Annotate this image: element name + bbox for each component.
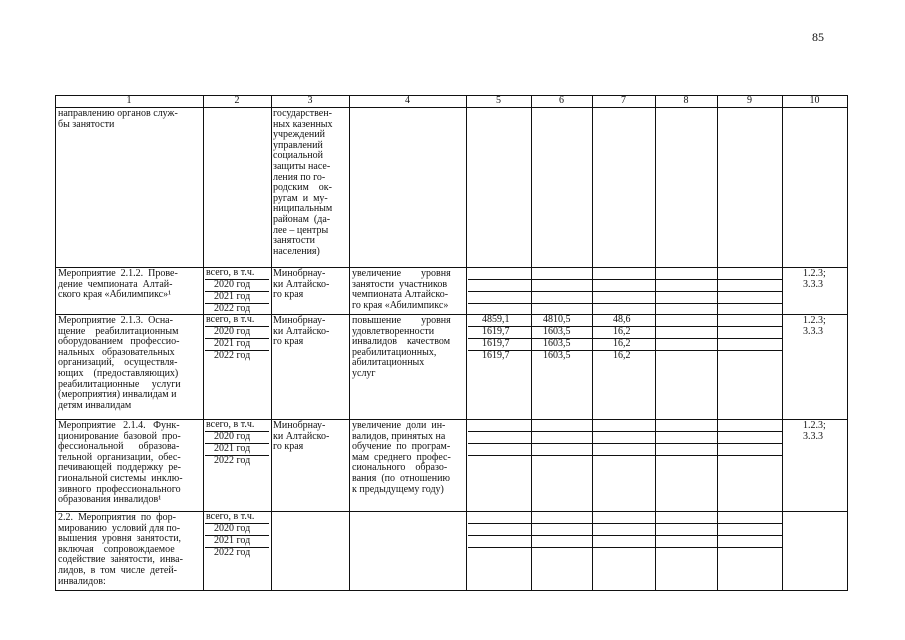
header-col-4: 4	[405, 95, 410, 106]
row1-executor: Минобрнау- ки Алтайско- го края	[273, 268, 330, 301]
row1-year-2022: 2022 год	[214, 303, 251, 314]
row2-c7-2022: 16,2	[613, 350, 631, 361]
row2-c6-2021: 1603,5	[543, 338, 571, 349]
row3-year-2022: 2022 год	[214, 455, 251, 466]
row2-c6-total: 4810,5	[543, 314, 571, 325]
header-col-8: 8	[683, 95, 689, 106]
row1-year-2020: 2020 год	[214, 279, 251, 290]
row2-executor: Минобрнау- ки Алтайско- го края	[273, 315, 330, 348]
row2-c5-2020: 1619,7	[482, 326, 510, 337]
row0-measure: направлению органов служ- бы занятости	[58, 108, 178, 130]
row2-year-2021: 2021 год	[214, 338, 251, 349]
measures-table	[55, 95, 848, 591]
row1-result: увеличение уровня занятости участников чемпионата Алтайско- го края «Абилимпикс»	[352, 268, 451, 311]
header-col-5: 5	[496, 95, 501, 106]
row2-year-2020: 2020 год	[214, 326, 251, 337]
row4-measure: 2.2. Мероприятия по фор- мированию условий для по- вышения уровня занятости, включая сопровождаемое содействие занятости, инва- лидов, в том числе детей- инвалидов:	[58, 512, 183, 587]
row2-c5-2022: 1619,7	[482, 350, 510, 361]
row2-c6-2020: 1603,5	[543, 326, 571, 337]
row2-c7-total: 48,6	[613, 314, 631, 325]
row3-measure: Мероприятие 2.1.4. Функ- ционирование базовой про- фессиональной образова- тельной организации, обес- печивающей поддержку ре- гиональной системы инклю- зивного профессионального образования инвалидов¹	[58, 420, 183, 506]
row3-indicators: 1.2.3; 3.3.3	[803, 420, 826, 442]
row3-year-total: всего, в т.ч.	[206, 419, 255, 430]
row4-year-total: всего, в т.ч.	[206, 511, 255, 522]
row2-c7-2020: 16,2	[613, 326, 631, 337]
row1-indicators: 1.2.3; 3.3.3	[803, 268, 826, 290]
header-col-9: 9	[747, 95, 752, 106]
row1-measure: Мероприятие 2.1.2. Прове- дение чемпионата Алтай- ского края «Абилимпикс»¹	[58, 268, 178, 301]
row2-year-total: всего, в т.ч.	[206, 314, 255, 325]
row3-year-2021: 2021 год	[214, 443, 251, 454]
row2-c7-2021: 16,2	[613, 338, 631, 349]
row4-year-2022: 2022 год	[214, 547, 251, 558]
row2-c5-total: 4859,1	[482, 314, 510, 325]
row2-result: повышение уровня удовлетворенности инвалидов качеством реабилитационных, абилитационных услуг	[352, 315, 451, 379]
row2-c6-2022: 1603,5	[543, 350, 571, 361]
header-col-3: 3	[307, 95, 313, 106]
header-col-7: 7	[621, 95, 626, 106]
header-col-1: 1	[126, 95, 132, 106]
row2-indicators: 1.2.3; 3.3.3	[803, 315, 826, 337]
row3-result: увеличение доли ин- валидов, принятых на обучение по програм- мам среднего профес- сионального образо- вания (по отношению к предыдущему году)	[352, 420, 451, 495]
row4-year-2021: 2021 год	[214, 535, 251, 546]
row4-year-2020: 2020 год	[214, 523, 251, 534]
row1-year-total: всего, в т.ч.	[206, 267, 255, 278]
row2-measure: Мероприятие 2.1.3. Осна- щение реабилитационным оборудованием профессио- нальных образовательных организаций, осуществля- ющих (предоставляющих) реабилитационные услуги (мероприятия) инвалидам и детям инвалидам	[58, 315, 181, 411]
row2-year-2022: 2022 год	[214, 350, 251, 361]
header-col-2: 2	[234, 95, 240, 106]
page-number: 85	[812, 30, 824, 44]
row0-executor: государствен- ных казенных учреждений управлений социальной защиты насе- ления по го- родским ок- ругам и му- ниципальным районам (да- лее – центры занятости населения)	[273, 108, 333, 257]
row2-c5-2021: 1619,7	[482, 338, 510, 349]
row1-year-2021: 2021 год	[214, 291, 251, 302]
row3-executor: Минобрнау- ки Алтайско- го края	[273, 420, 330, 453]
header-col-6: 6	[559, 95, 564, 106]
row3-year-2020: 2020 год	[214, 431, 251, 442]
header-col-10: 10	[809, 95, 820, 106]
